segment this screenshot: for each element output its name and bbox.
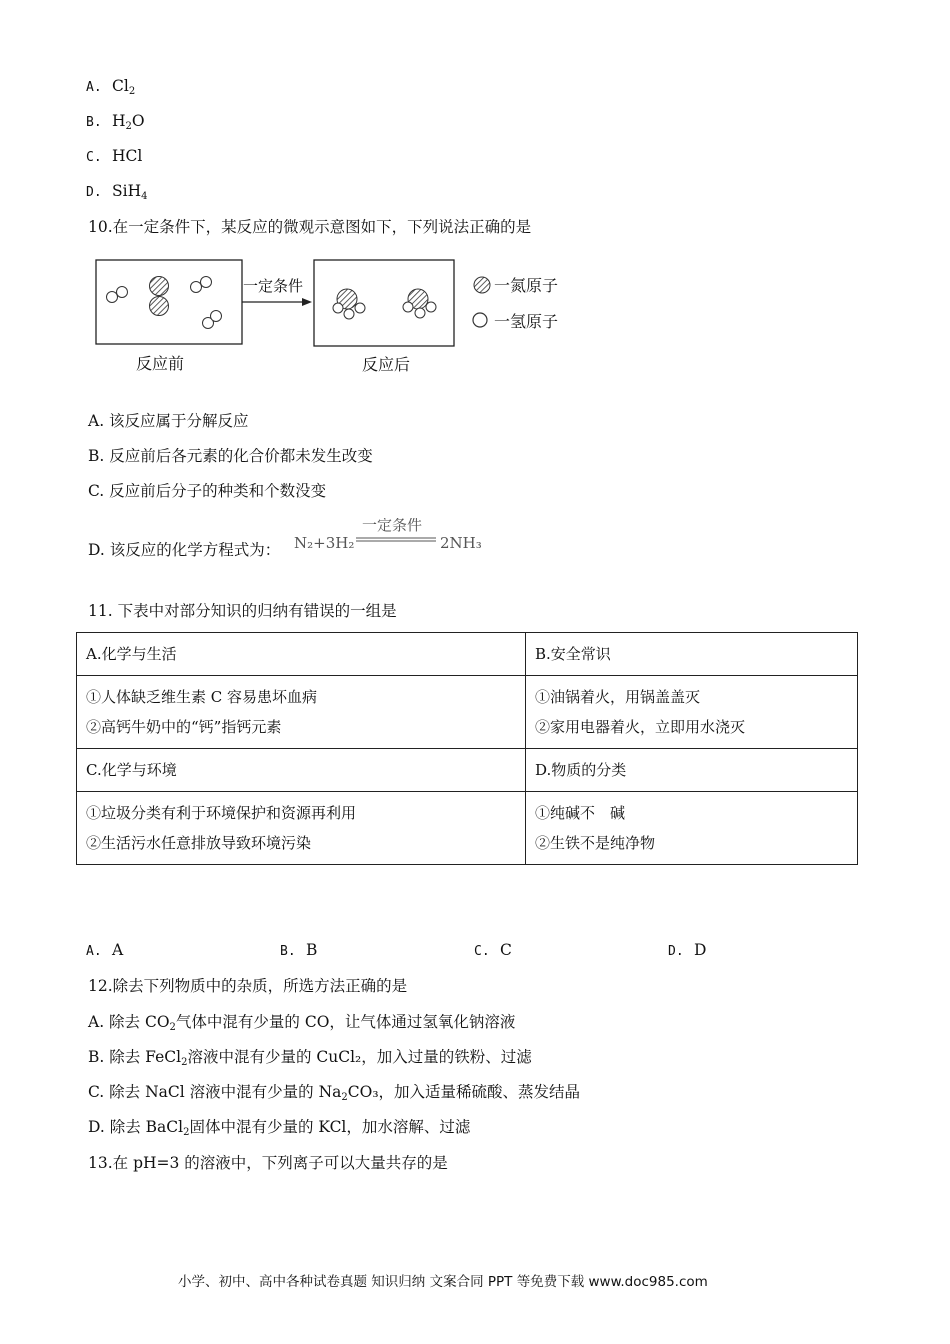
q11-option-c bbox=[474, 941, 512, 959]
page-footer: 小学、初中、高中各种试卷真题 知识归纳 文案合同 PPT 等免费下载 www.doc985.com bbox=[178, 1274, 708, 1290]
cell-title: D.物质的分类 bbox=[535, 761, 627, 779]
before-box bbox=[96, 260, 242, 344]
table-cell bbox=[526, 633, 858, 676]
option-label: B. bbox=[280, 944, 296, 959]
legend-nitrogen-label: 一氮原子 bbox=[494, 276, 559, 295]
hydrogen-legend-icon bbox=[473, 313, 487, 327]
arrow-head bbox=[302, 298, 312, 306]
q11-option-a bbox=[86, 941, 123, 959]
formula-rest: O bbox=[131, 112, 145, 130]
option-label: C. bbox=[86, 150, 102, 165]
formula: H bbox=[112, 112, 126, 130]
cell-item: ①纯碱不 碱 bbox=[535, 804, 626, 822]
nh3-molecule bbox=[333, 289, 365, 319]
table-cell bbox=[77, 633, 526, 676]
option-text: C. 除去 NaCl 溶液中混有少量的 Na bbox=[88, 1083, 342, 1101]
h2-molecule bbox=[107, 287, 128, 303]
option-label: A. bbox=[86, 944, 102, 959]
table-row bbox=[77, 792, 858, 865]
reaction-diagram bbox=[90, 252, 590, 382]
formula-subscript: 2 bbox=[125, 121, 132, 132]
q10-option-a: A. 该反应属于分解反应 bbox=[88, 412, 249, 430]
equation-right: 2NH₃ bbox=[440, 534, 482, 552]
q10-option-b: B. 反应前后各元素的化合价都未发生改变 bbox=[88, 447, 373, 465]
formula: HCl bbox=[112, 147, 143, 165]
option-label: C. bbox=[474, 944, 490, 959]
q10-option-c: C. 反应前后分子的种类和个数没变 bbox=[88, 482, 327, 500]
cell-item: ①人体缺乏维生素 C 容易患坏血病 bbox=[86, 688, 318, 706]
formula-subscript: 4 bbox=[141, 191, 148, 202]
table-cell bbox=[77, 749, 526, 792]
option-text: C bbox=[500, 941, 512, 959]
equation-condition: 一定条件 bbox=[362, 518, 423, 534]
option-text: B bbox=[306, 941, 318, 959]
formula-subscript: 2 bbox=[128, 86, 136, 97]
nh3-molecule bbox=[403, 289, 436, 318]
option-text: A bbox=[112, 941, 124, 959]
cell-title: A.化学与生活 bbox=[86, 645, 177, 663]
q12-option-c bbox=[88, 1082, 580, 1108]
cell-title: B.安全常识 bbox=[535, 645, 611, 663]
q12-option-b bbox=[88, 1047, 532, 1073]
nitrogen-legend-icon bbox=[474, 277, 490, 293]
cell-item: ①油锅着火，用锅盖盖灭 bbox=[535, 688, 701, 706]
q11-stem: 11. 下表中对部分知识的归纳有错误的一组是 bbox=[88, 602, 397, 620]
option-text: 气体中混有少量的 CO，让气体通过氢氧化钠溶液 bbox=[175, 1013, 516, 1031]
q9-option-a bbox=[86, 76, 135, 102]
table-row bbox=[77, 749, 858, 792]
table-cell bbox=[77, 792, 526, 865]
cell-item: ②高钙牛奶中的“钙”指钙元素 bbox=[86, 718, 282, 736]
cell-item: ②生铁不是纯净物 bbox=[535, 834, 656, 852]
q11-option-b bbox=[280, 941, 317, 959]
table-cell bbox=[77, 676, 526, 749]
formula-subscript: 2 bbox=[183, 1127, 190, 1138]
q11-option-d bbox=[668, 941, 706, 959]
q13-stem: 13.在 pH=3 的溶液中，下列离子可以大量共存的是 bbox=[88, 1154, 448, 1172]
chemical-equation bbox=[294, 518, 494, 558]
q9-option-d bbox=[86, 181, 147, 207]
formula: SiH bbox=[112, 182, 142, 200]
option-label: A. bbox=[86, 80, 102, 95]
knowledge-table bbox=[76, 632, 858, 865]
q9-option-b bbox=[86, 111, 145, 137]
option-text: A. 除去 CO bbox=[88, 1013, 170, 1031]
table-cell bbox=[526, 792, 858, 865]
formula-subscript: 2 bbox=[181, 1057, 188, 1068]
n2-molecule bbox=[150, 277, 169, 316]
cell-title: C.化学与环境 bbox=[86, 761, 177, 779]
table-cell bbox=[526, 676, 858, 749]
arrow-label: 一定条件 bbox=[243, 277, 304, 295]
after-label: 反应后 bbox=[362, 355, 411, 374]
option-text: D bbox=[694, 941, 707, 959]
formula: Cl bbox=[112, 77, 129, 95]
cell-item: ②家用电器着火，立即用水浇灭 bbox=[535, 718, 746, 736]
q12-option-a bbox=[88, 1012, 515, 1038]
formula-subscript: 2 bbox=[169, 1022, 176, 1033]
option-label: B. bbox=[86, 115, 102, 130]
h2-molecule bbox=[203, 311, 222, 329]
before-label: 反应前 bbox=[136, 354, 185, 373]
q12-option-d bbox=[88, 1117, 470, 1143]
table-row bbox=[77, 676, 858, 749]
q10-option-d: D. 该反应的化学方程式为： bbox=[88, 541, 281, 559]
option-label: D. bbox=[668, 944, 684, 959]
option-text: D. 除去 BaCl bbox=[88, 1118, 184, 1136]
cell-item: ①垃圾分类有利于环境保护和资源再利用 bbox=[86, 804, 357, 822]
option-text: CO₃，加入适量稀硫酸、蒸发结晶 bbox=[347, 1083, 581, 1101]
option-text: B. 除去 FeCl bbox=[88, 1048, 182, 1066]
option-label: D. bbox=[86, 185, 102, 200]
table-cell bbox=[526, 749, 858, 792]
cell-item: ②生活污水任意排放导致环境污染 bbox=[86, 834, 312, 852]
option-text: 溶液中混有少量的 CuCl₂，加入过量的铁粉、过滤 bbox=[187, 1048, 532, 1066]
q10-stem: 10.在一定条件下，某反应的微观示意图如下，下列说法正确的是 bbox=[88, 218, 532, 236]
option-text: 固体中混有少量的 KCl，加水溶解、过滤 bbox=[189, 1118, 471, 1136]
h2-molecule bbox=[191, 277, 212, 293]
table-row bbox=[77, 633, 858, 676]
q12-stem: 12.除去下列物质中的杂质，所选方法正确的是 bbox=[88, 977, 408, 995]
equation-left: N₂+3H₂ bbox=[294, 534, 355, 552]
legend-hydrogen-label: 一氢原子 bbox=[494, 312, 559, 331]
formula-subscript: 2 bbox=[341, 1092, 348, 1103]
q9-option-c bbox=[86, 146, 142, 172]
